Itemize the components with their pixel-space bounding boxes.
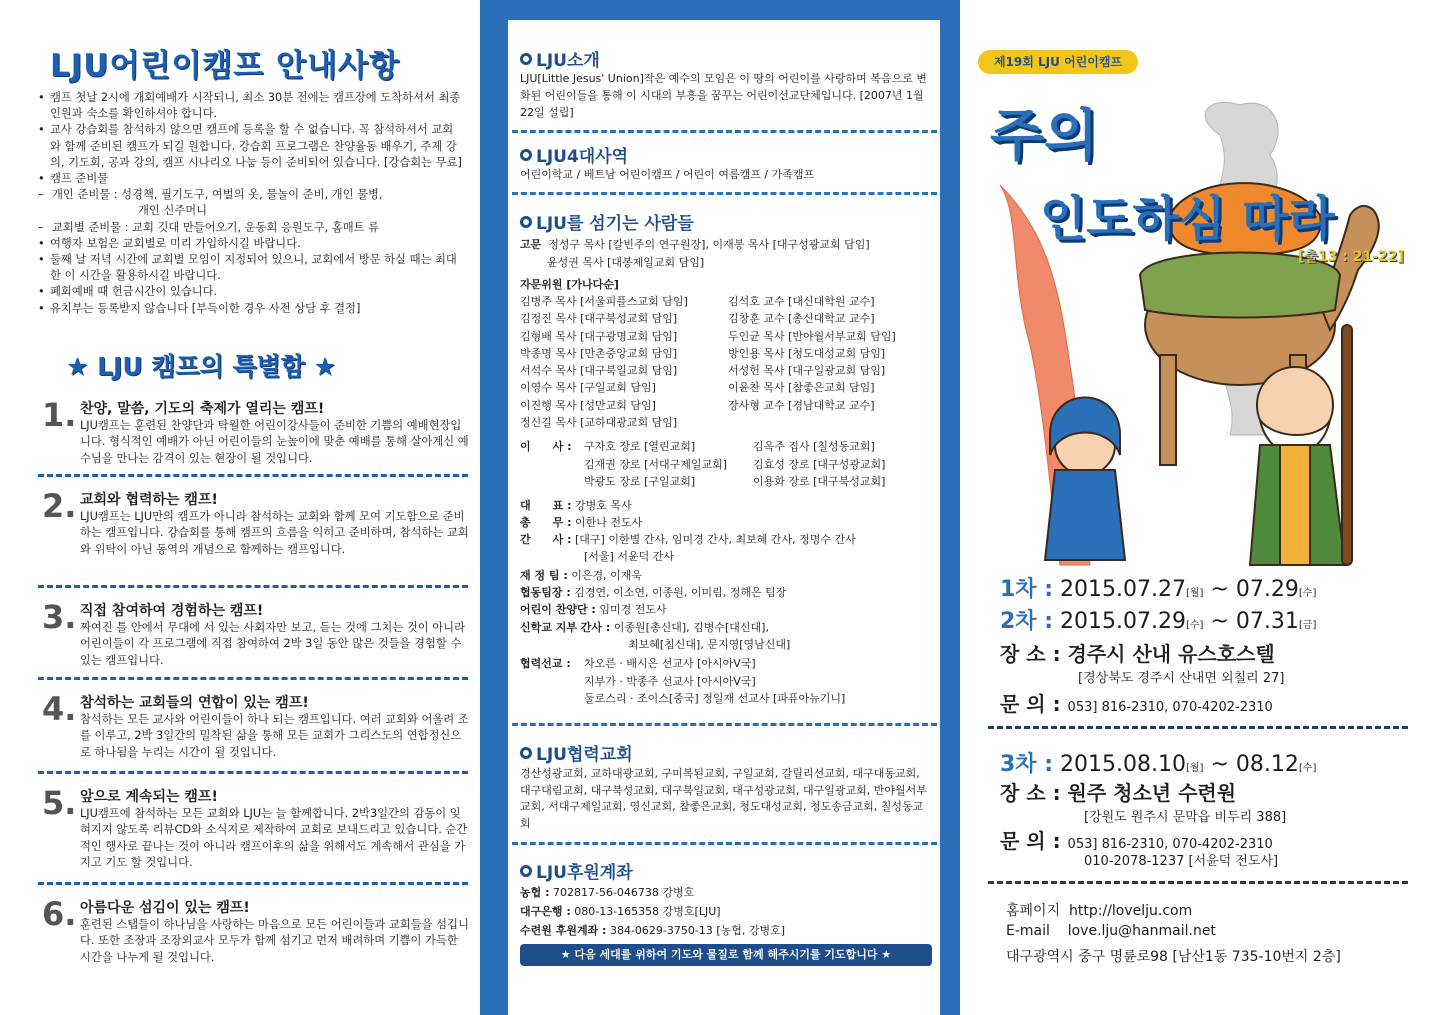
round-2-schedule: 2차 : 2015.07.29[수] ~ 07.31[금]: [1000, 609, 1317, 634]
homepage-row: 홈페이지 http://lovelju.com: [1006, 903, 1193, 919]
feature-title: 참석하는 교회들의 연합이 있는 캠프!: [80, 695, 309, 711]
coop-row: 협동팀장 : 김경연, 이소연, 이종원, 이미림, 정해은 팀장: [520, 586, 787, 599]
feature-title: 아름다운 섬김이 있는 캠프!: [80, 900, 250, 916]
feature-item: [42, 692, 467, 762]
circle-bullet-icon: [520, 149, 532, 161]
sec-row-2: [서울] 서윤덕 간사: [584, 550, 674, 563]
special-title: ★ LJU 캠프의 특별함 ★: [66, 352, 337, 381]
feature-title: 직접 참여하여 경험하는 캠프!: [80, 603, 264, 619]
seminary-row-2: 최보혜[침신대], 문지영[영남신대]: [628, 638, 791, 651]
main-title-line1: 주의: [990, 104, 1099, 169]
account-row: 수련원 후원계좌 : 384-0629-3750-13 [농협, 강병호]: [520, 924, 786, 937]
notice-item: • 캠프 준비물: [38, 171, 463, 187]
intro-body: LJU[Little Jesus' Union]작은 예수의 모임은 이 땅의 어린이를 사랑하며 복음으로 변화된 어린이들을 통해 이 시대의 부흥을 꿈꾸는 어린이선교단체입니다. [2007년 1월 22일 설립]: [520, 72, 927, 119]
choir-row: 어린이 찬양단 : 임미경 전도사: [520, 603, 667, 616]
place-row-2: 장 소 : 원주 청소년 수련원: [1000, 781, 1237, 805]
camp-edition-badge: 제19회 LJU 어린이캠프: [978, 50, 1138, 74]
advisor-row: 고문 정성구 목사 [칼빈주의 연구원장], 이재봉 목사 [대구성광교회 담임]: [520, 238, 870, 251]
feature-title: 앞으로 계속되는 캠프!: [80, 789, 218, 805]
round-3-schedule: 3차 : 2015.08.10[월] ~ 08.12[수]: [1000, 752, 1317, 777]
prep-church: – 교회별 준비물 : 교회 깃대 만들어오기, 운동회 응원도구, 홈매트 류: [38, 220, 463, 236]
prep-personal: – 개인 준비물 : 성경책, 필기도구, 여벌의 옷, 물놀이 준비, 개인 물병,: [38, 187, 463, 203]
committee-left: 김병주 목사 [서울피플스교회 담임] 김정진 목사 [대구북성교회 담임] 김형배 목사 [대구광명교회 담임] 박종명 목사 [만촌중앙교회 담임] 서석수 목사 [대구북일교회 담임] 이영수 목사 [구일교회 담임] 이진행 목사 [성만교회 담임] 정신길 목사 [교하대광교회 담임]: [520, 295, 688, 430]
mission-list: 차오른 · 배시은 선교사 [아시아V국] 지부가 · 박종주 선교사 [아시아V국] 둘로스리 · 조이스[중국] 정일재 선교사 [파퓨아뉴기니]: [584, 657, 846, 705]
feature-body: 훈련된 스탭들이 하나님을 사랑하는 마음으로 모든 어린이들과 교회들을 섬깁니다. 또한 조장과 조장외교사 모두가 함께 섬기고 먼저 배려하며 기쁨이 가득한 시간을 나누게 될 것입니다.: [80, 918, 469, 964]
notice-item: • 유치부는 등록받지 않습니다 [부득이한 경우 사전 상담 후 결정]: [38, 301, 463, 317]
child-icon: [1045, 398, 1125, 561]
committee-right: 김석호 교수 [대신대학원 교수] 김창훈 교수 [총신대학교 교수] 두인균 목사 [반야월서부교회 담임] 방인용 목사 [청도대성교회 담임] 서성헌 목사 [대구일광교회 담임] 이윤찬 목사 [참좋은교회 담임] 장사형 교수 [경남대학교 교수]: [728, 295, 896, 412]
inquiry-row-1: 문 의 : 053] 816-2310, 070-4202-2310: [1000, 692, 1273, 716]
gen-row: 총 무 : 이한나 전도사: [520, 516, 643, 529]
homepage-link[interactable]: http://lovelju.com: [1069, 903, 1193, 919]
people-heading: LJU를 섬기는 사람들: [520, 209, 694, 234]
churches-heading: LJU협력교회: [520, 740, 633, 765]
place-row-1: 장 소 : 경주시 산내 유스호스텔: [1000, 642, 1275, 666]
works-body: 어린이학교 / 베트남 어린이캠프 / 어린이 여름캠프 / 가족캠프: [520, 168, 815, 181]
divider: [38, 677, 468, 680]
center-content: [508, 20, 940, 1015]
divider: [988, 726, 1408, 729]
feature-item: [42, 786, 467, 876]
feature-body: LJU캠프는 LJU만의 캠프가 아니라 참석하는 교회와 함께 모여 기도함으로 준비하는 캠프입니다. 강습회를 통해 캠프의 흐름을 익히고 준비하며, 참석하는 교회와 위탁이 아닌 동역의 개념으로 함께하는 캠프입니다.: [80, 510, 469, 556]
account-row: 대구은행 : 080-13-165358 강병호[LJU]: [520, 905, 721, 918]
account-row: 농협 : 702817-56-046738 강병호: [520, 886, 695, 899]
board-label: 이 사 :: [520, 440, 572, 453]
notice-item: • 캠프 첫날 2시에 개회예배가 시작되니, 최소 30분 전에는 캠프장에 도착하셔서 최종 인원과 숙소를 확인하셔야 합니다.: [38, 90, 463, 122]
feature-body: LJU캠프에 참석하는 모든 교회와 LJU는 늘 함께합니다. 2박3일간의 감동이 잊혀지지 않도록 리뷰CD와 소식지로 제작하여 교회로 보내드리고 있습니다. 순간적인 행사로 끝나는 것이 아니라 캠프이후의 삶을 위해서도 계속해서 관심을 가지고 기도 할 것입니다.: [80, 807, 468, 870]
feature-number: 3.: [42, 598, 77, 636]
committee-label: 자문위원 [가나다순]: [520, 278, 619, 291]
circle-bullet-icon: [520, 747, 532, 759]
inquiry-mobile: 010-2078-1237 [서윤덕 전도사]: [1084, 854, 1279, 869]
divider: [38, 882, 468, 885]
feature-number: 1.: [42, 396, 77, 434]
divider: [38, 585, 468, 588]
fin-row: 재 정 팀 : 이은경, 이재욱: [520, 569, 643, 582]
feature-item: [42, 897, 467, 977]
notice-list: [38, 90, 463, 317]
circle-bullet-icon: [520, 216, 532, 228]
feature-number: 5.: [42, 784, 77, 822]
mission-label: 협력선교 :: [520, 657, 571, 670]
round-1-schedule: 1차 : 2015.07.27[월] ~ 07.29[수]: [1000, 577, 1317, 602]
divider: [512, 842, 937, 845]
divider: [38, 771, 468, 774]
left-panel: [0, 0, 480, 1015]
works-heading: LJU4대사역: [520, 142, 628, 167]
inquiry-row-2: 문 의 : 053] 816-2310, 070-4202-2310: [1000, 829, 1273, 853]
main-title-line2: 인도하심 따라: [1040, 191, 1335, 247]
center-panel: [480, 0, 960, 1015]
feature-body: 참석하는 모든 교사와 어린이들이 하나 되는 캠프입니다. 여러 교회와 어울려 조를 이루고, 2박 3일간의 밀착된 삶을 통해 모든 교회가 그리스도의 연합정신으로 하나됨을 누리는 시간이 될 것입니다.: [80, 713, 469, 759]
sec-row: 간 사 : [대구] 이한별 간사, 임미경 간사, 최보혜 간사, 정명수 간사: [520, 533, 856, 546]
advisor-row: 윤성권 목사 [대봉제일교회 담임]: [547, 256, 705, 269]
divider: [38, 474, 468, 477]
right-panel: [960, 0, 1440, 1015]
bible-verse: [출13 : 21-22]: [1298, 249, 1404, 265]
intro-heading: LJU소개: [520, 46, 600, 71]
feature-number: 6.: [42, 895, 77, 933]
email-row: E-mail love.lju@hanmail.net: [1006, 923, 1216, 939]
prep-personal-cont: 개인 신주머니: [138, 204, 208, 218]
notice-title: LJU어린이캠프 안내사항: [50, 48, 400, 84]
feature-item: [42, 489, 467, 579]
rep-row: 대 표 : 강병호 목사: [520, 499, 632, 512]
divider: [512, 192, 937, 195]
board-right: 김옥주 집사 [칠성동교회] 김효성 장로 [대구성광교회] 이용화 장로 [대구북성교회]: [753, 440, 886, 488]
board-left: 구자호 장로 [열린교회] 김재권 장로 [서대구제일교회] 박광도 장로 [구일교회]: [584, 440, 728, 488]
circle-bullet-icon: [520, 865, 532, 877]
churches-body: 경산성광교회, 교하대광교회, 구미복된교회, 구일교회, 갈릴리선교회, 대구대동교회, 대구대림교회, 대구북성교회, 대구북일교회, 대구성광교회, 대구일광교회, 반야월서부교회, 서대구제일교회, 영신교회, 참좋은교회, 청도대성교회, 청도송금교회, 칠성동교회: [520, 767, 927, 830]
divider: [512, 723, 937, 726]
notice-item: • 여행자 보험은 교회별로 미리 가입하시길 바랍니다.: [38, 236, 463, 252]
feature-item: [42, 600, 467, 670]
office-address: 대구광역시 중구 명륜로98 [남산1동 735-10번지 2층]: [1006, 949, 1341, 965]
email-link[interactable]: love.lju@hanmail.net: [1067, 923, 1216, 939]
divider: [512, 130, 937, 133]
account-heading: LJU후원계좌: [520, 858, 633, 883]
feature-number: 2.: [42, 487, 77, 525]
seminary-row: 신학교 지부 간사 : 이종원[총신대], 김병수[대신대],: [520, 621, 769, 634]
feature-item: [42, 398, 467, 468]
divider: [988, 881, 1408, 884]
address-1: [경상북도 경주시 산내면 외칠리 27]: [1078, 671, 1285, 686]
circle-bullet-icon: [520, 53, 532, 65]
notice-item: • 둘째 날 저녁 시간에 교회별 모임이 지정되어 있으니, 교회에서 방문 하실 때는 최대한 이 시간을 활용하시길 바랍니다.: [38, 252, 463, 284]
notice-item: • 교사 강습회를 참석하지 않으면 캠프에 등록을 할 수 없습니다. 꼭 참석하셔서 교회와 함께 준비된 캠프가 되길 원합니다. 강습회 프로그램은 찬양율동 배우기, 주제 강의, 기도회, 공과 강의, 캠프 시나리오 나눔 등이 준비되어 있습니다. [강습회는 무료]: [38, 122, 463, 171]
feature-title: 교회와 협력하는 캠프!: [80, 492, 218, 508]
notice-item: • 폐회예배 때 헌금시간이 있습니다.: [38, 284, 463, 300]
feature-body: 짜여진 틀 안에서 무대에 서 있는 사회자만 보고, 듣는 것에 그치는 것이 아니라 어린이들이 각 프로그램에 직접 참여하여 2박 3일 동안 많은 것들을 경험할 수 있는 캠프입니다.: [80, 621, 465, 667]
address-2: [강원도 원주시 문막읍 비두리 388]: [1084, 810, 1287, 825]
feature-body: LJU캠프는 훈련된 찬양단과 탁월한 어린이강사들이 준비한 기쁨의 예배현장입니다. 형식적인 예배가 아닌 어린이들의 눈높이에 맞춘 예배를 통해 살아계신 예수님을 만나는 감격이 있는 현장이 될 것입니다.: [80, 419, 469, 465]
feature-title: 찬양, 말씀, 기도의 축제가 열리는 캠프!: [80, 401, 325, 417]
feature-number: 4.: [42, 690, 77, 728]
prayer-banner: ★ 다음 세대를 위하여 기도와 물질로 함께 해주시기를 기도합니다 ★: [520, 944, 932, 966]
